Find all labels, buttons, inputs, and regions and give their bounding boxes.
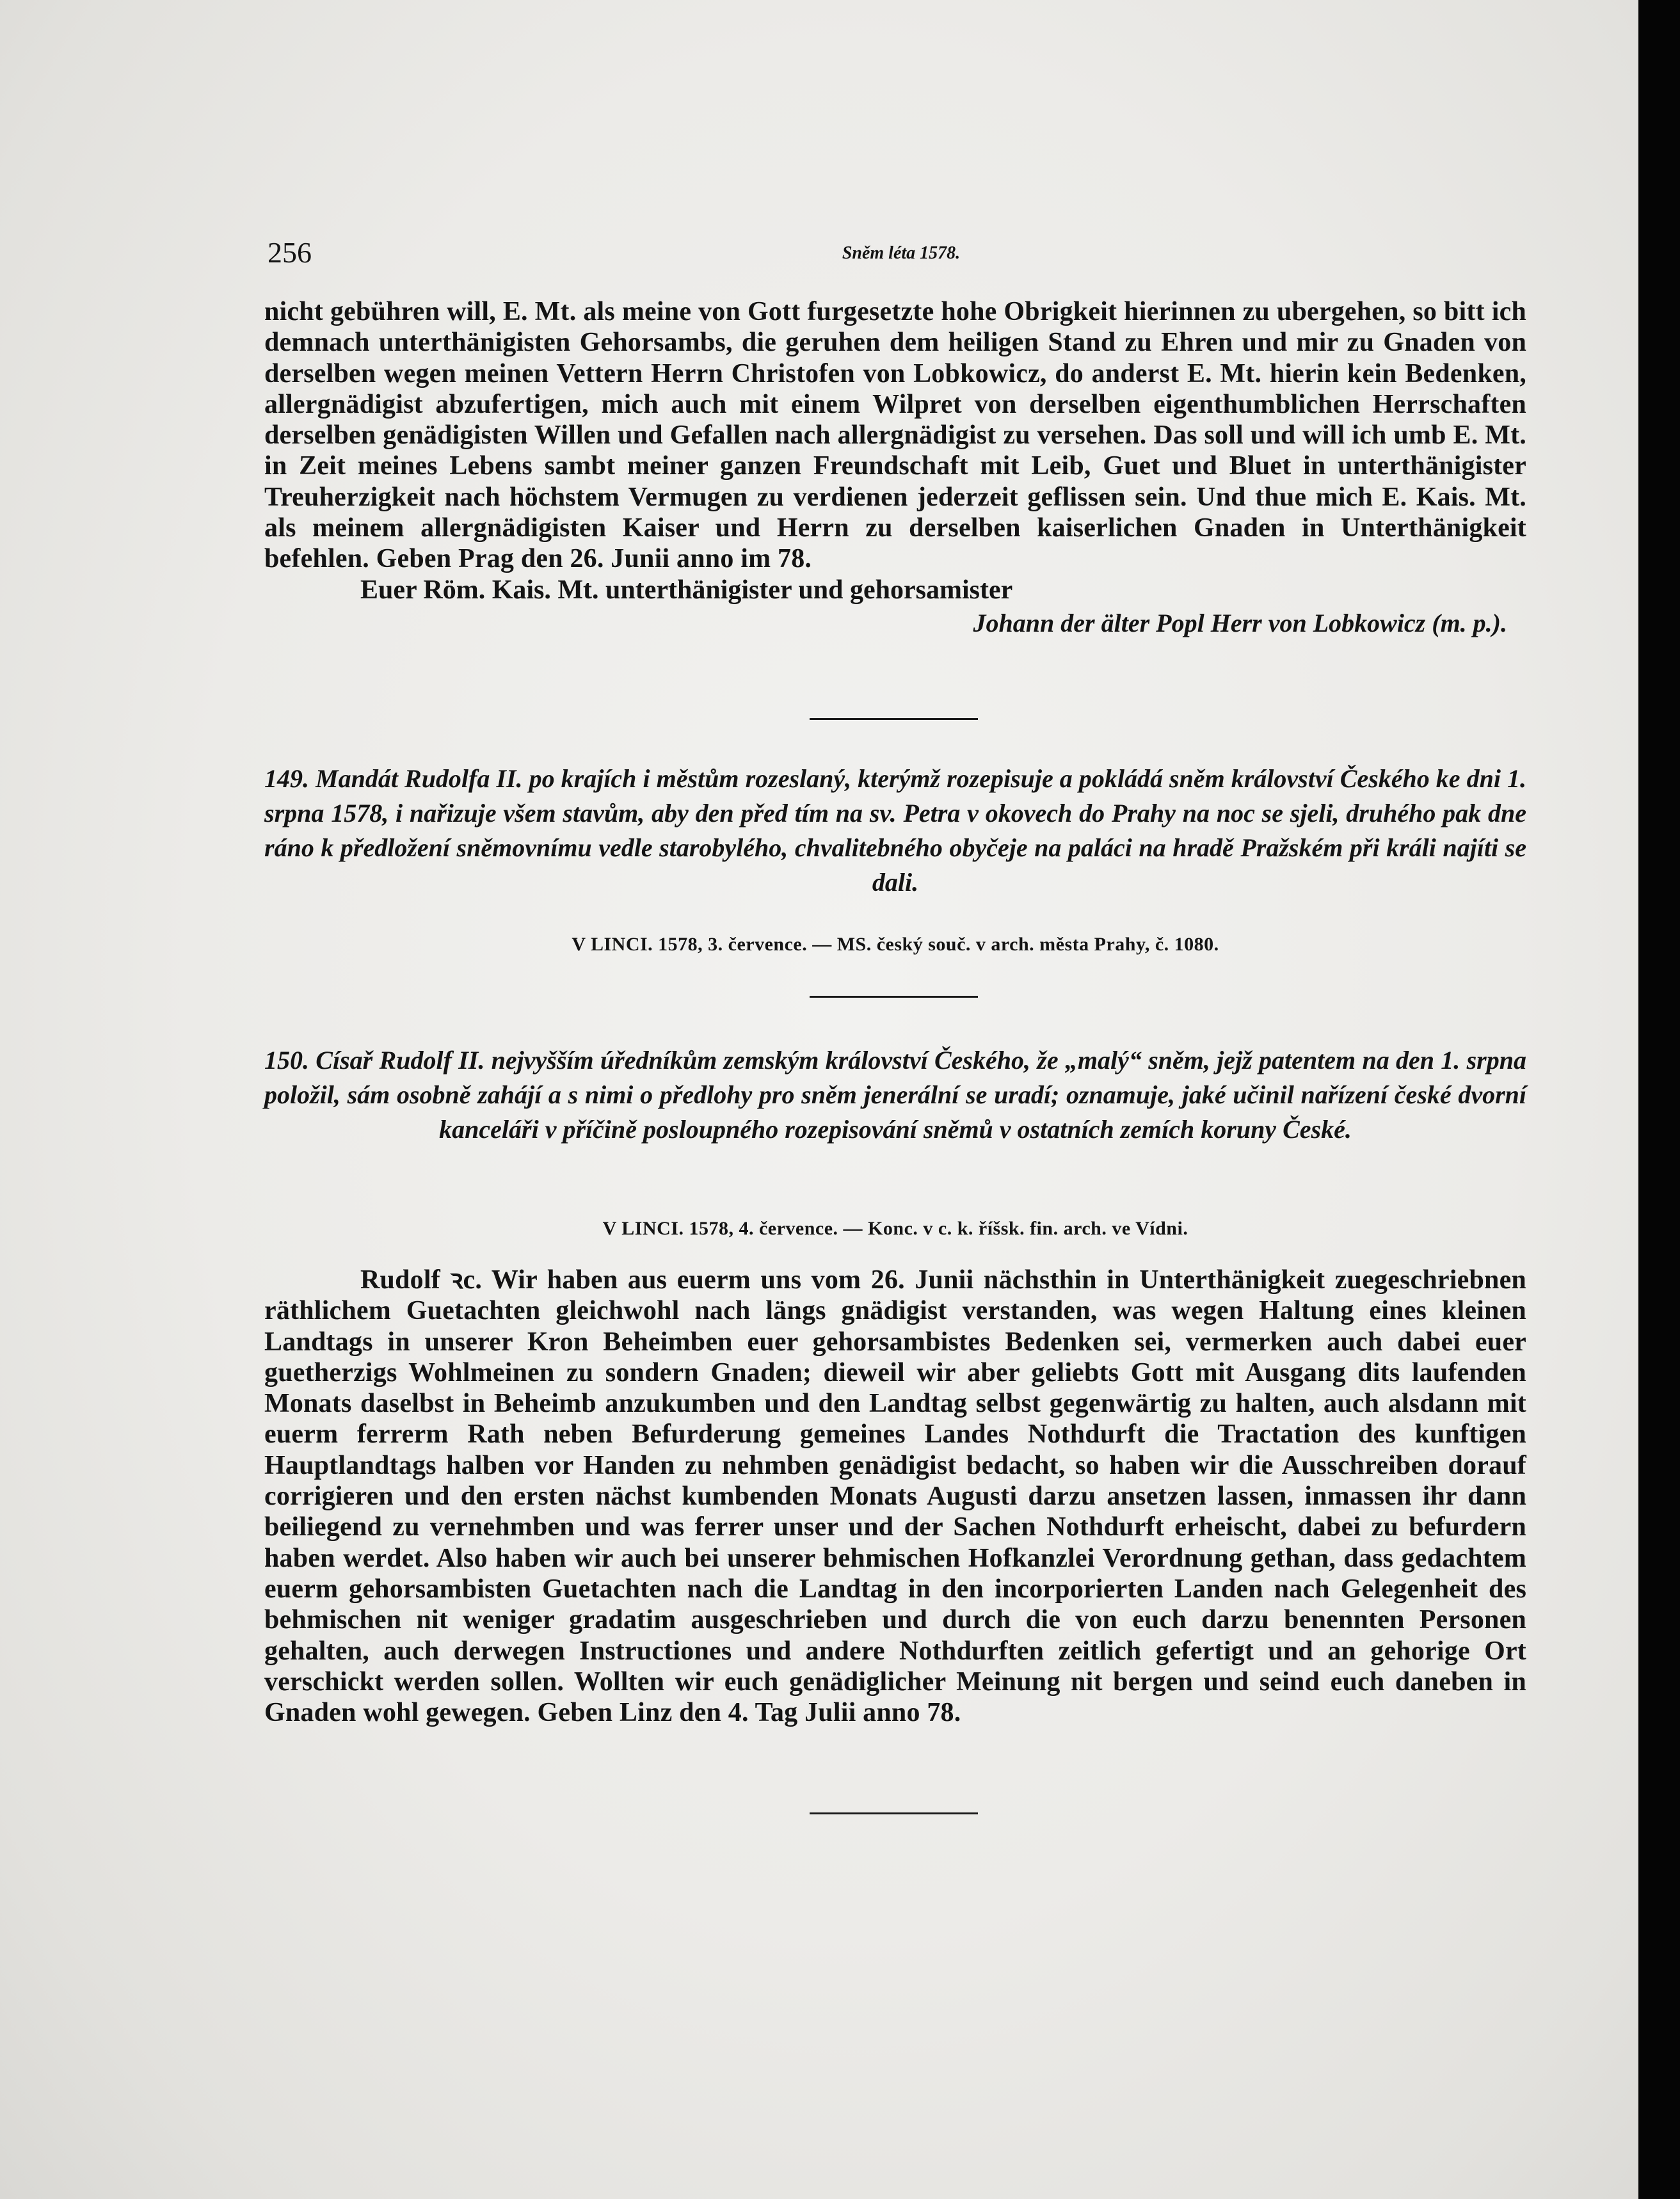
- separator-rule: [810, 1812, 978, 1814]
- document-title: 149. Mandát Rudolfa II. po krajích i městům rozeslaný, kterýmž rozepisuje a pokládá sněm království Českého ke dni 1. srpna 1578, i nařizuje všem stavům, aby den před tím na sv. Petra v okovech do Prahy na noc se sjeli, druhého pak dne ráno k předložení sněmovnímu vedle starobylého, chvalitebného obyčeje na paláci na hradě Pražském při králi najíti se dali.: [264, 764, 1526, 897]
- document-149-heading: [264, 762, 1526, 900]
- running-head: Sněm léta 1578.: [842, 243, 961, 263]
- signature: Johann der älter Popl Herr von Lobkowicz (m. p.).: [973, 608, 1507, 637]
- document-title: 150. Císař Rudolf II. nejvyšším úředníkům zemským království Českého, že „malý“ sněm, jejž patentem na den 1. srpna položil, sám osobně zahájí a s nimi o předlohy pro sněm jenerální se uradí; oznamuje, jaké učinil nařízení české dvorní kanceláři v příčině posloupného rozepisování sněmů v ostatních zemích koruny České.: [264, 1046, 1526, 1144]
- scan-border: [1638, 0, 1680, 2199]
- continuation-paragraph: nicht gebühren will, E. Mt. als meine von Gott furgesetzte hohe Obrigkeit hierinnen zu ubergehen, so bitt ich demnach unterthänigisten Gehorsambs, die geruhen dem heiligen Stand zu Ehren und mir zu Gnaden von derselben wegen meinen Vettern Herrn Christofen von Lobkowicz, do anderst E. Mt. hierin kein Bedenken, allergnädigist abzufertigen, mich auch mit einem Wilpret von derselben eigenthumblichen Herrschaften derselben genädigisten Willen und Gefallen nach allergnädigist zu versehen. Das soll und will ich umb E. Mt. in Zeit meines Lebens sambt meiner ganzen Freundschaft mit Leib, Guet und Bluet in unterthänigister Treuherzigkeit nach höchstem Vermugen zu verdienen jederzeit geflissen sein. Und thue mich E. Kais. Mt. als meinem allergnädigisten Kaiser und Herrn zu derselben kaiserlichen Gnaden in Unterthänigkeit befehlen. Geben Prag den 26. Junii anno im 78.: [264, 297, 1526, 574]
- separator-rule: [810, 996, 978, 998]
- closing-formula: Euer Röm. Kais. Mt. unterthänigister und gehorsamister: [360, 575, 1013, 605]
- continuation-section: [264, 296, 1526, 641]
- document-150-body: [264, 1265, 1526, 1728]
- document-body: Rudolf ꝛc. Wir haben aus euerm uns vom 26. Junii nächsthin in Unterthänigkeit zuegeschriebnen räthlichem Guetachten gleichwohl nach längs gnädigist verstanden, was wegen Haltung eines kleinen Landtags in unserer Kron Beheimben euer gehorsambistes Bedenken sei, vermerken auch dabei euer guetherzigs Wohlmeinen zu sondern Gnaden; dieweil wir aber geliebts Gott mit Ausgang dits laufenden Monats daselbst in Beheimb anzukumben und den Landtag selbst gegenwärtig zu halten, auch alsdann mit euerm ferrerm Rath neben Befurderung gemeines Landes Nothdurft die Tractation des kunftigen Hauptlandtags halben vor Handen zu nehmben genädigist bedacht, so haben wir die Ausschreiben dorauf corrigieren und den ersten nächst kumbenden Monats Augusti darzu ansetzen lassen, inmassen ihr dann beiliegend zu vernehmben und was ferrer unser und der Sachen Nothdurft erheischt, dabei zu befurdern haben werdet. Also haben wir auch bei unserer behmischen Hofkanzlei Verordnung gethan, dass gedachtem euerm gehorsambisten Guetachten nach die Landtag in den incorporierten Landen nach Gelegenheit des behmischen nit weniger gradatim ausgeschrieben und durch die von euch darzu benennten Personen gehalten, auch derwegen Instructiones und andere Nothdurften zeitlich gefertigt und an gehorige Ort verschickt werden sollen. Wollten wir euch genädiglicher Meinung nit bergen und seind euch daneben in Gnaden wohl gewegen. Geben Linz den 4. Tag Julii anno 78.: [264, 1265, 1526, 1728]
- separator-rule: [810, 718, 978, 720]
- document-source: V LINCI. 1578, 3. července. — MS. český souč. v arch. města Prahy, č. 1080.: [572, 934, 1219, 955]
- document-source: V LINCI. 1578, 4. července. — Konc. v c. k. říšsk. fin. arch. ve Vídni.: [602, 1218, 1188, 1239]
- page-header: [268, 236, 1535, 274]
- document-150-heading: [264, 1043, 1526, 1147]
- page-number: 256: [268, 236, 312, 269]
